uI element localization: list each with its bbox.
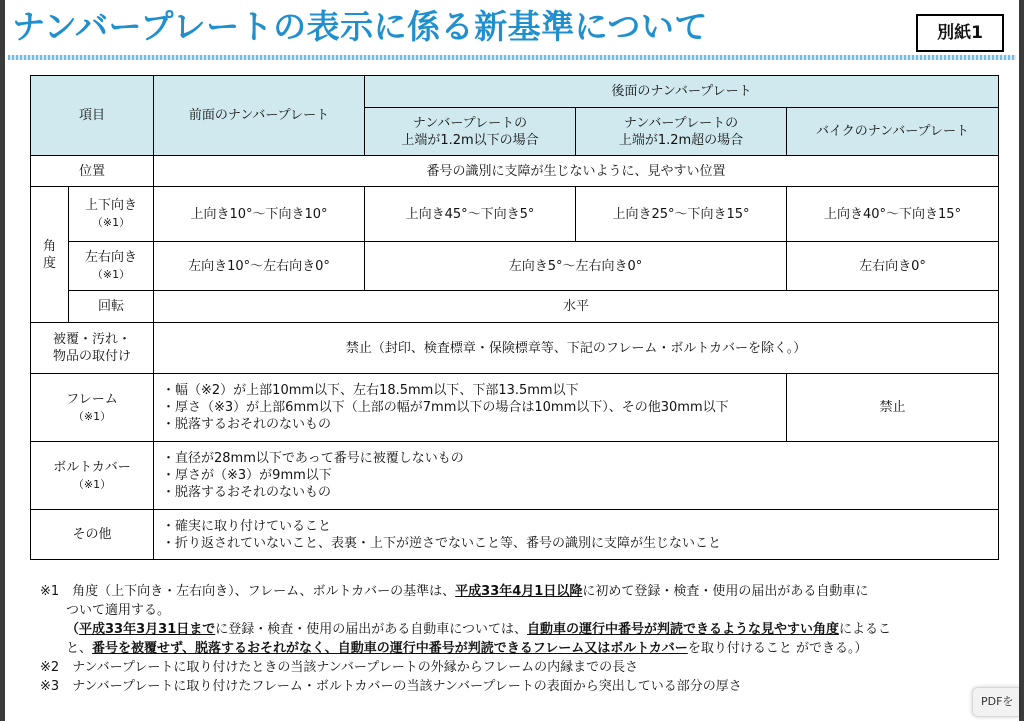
- other-value: [154, 510, 999, 560]
- note-3: ※3 ナンバープレートに取り付けたフレーム・ボルトカバーの当該ナンバープレートの表面から突出している部分の厚さ: [40, 679, 742, 694]
- other-label: その他: [31, 510, 154, 560]
- angle-label-line2: 度: [42, 255, 56, 271]
- bolt-cover-line3: ・脱落するおそれのないもの: [162, 485, 332, 500]
- header-bike-plate: バイクのナンバープレート: [787, 108, 999, 156]
- horizontal-front: 左向き10°～左右向き0°: [154, 242, 365, 291]
- bolt-cover-line2: ・厚さが（※3）が9mm以下: [162, 468, 332, 483]
- header-rear-plate: 後面のナンバープレート: [365, 76, 999, 108]
- rotation-label: 回転: [69, 291, 154, 323]
- other-line2: ・折り返されていないこと、表裏・上下が逆さでないこと等、番号の識別に支障が生じないこと: [162, 535, 722, 551]
- cover-label-line2: 物品の取付け: [53, 349, 132, 364]
- horizontal-rear: 左向き5°～左右向き0°: [365, 242, 787, 291]
- position-value: 番号の識別に支障が生じないように、見やすい位置: [154, 156, 999, 187]
- viewer-right-edge: [1019, 0, 1024, 721]
- rotation-value: 水平: [154, 291, 999, 323]
- header-front-plate: 前面のナンバープレート: [154, 76, 365, 156]
- angle-label-line1: 角: [42, 238, 56, 254]
- bolt-cover-value: [154, 442, 999, 510]
- note-2: ※2 ナンバープレートに取り付けたときの当該ナンバープレートの外縁からフレームの内縁までの長さ: [40, 660, 639, 675]
- note-1-date: 平成33年4月1日以降: [455, 584, 583, 599]
- header-rear-low-line1: ナンバープレートの: [412, 115, 528, 131]
- frame-bike: 禁止: [787, 374, 999, 442]
- attachment-tag: 別紙1: [916, 14, 1004, 52]
- title-underline: [8, 55, 1016, 60]
- page-title: ナンバープレートの表示に係る新基準について: [12, 7, 708, 46]
- header-item: 項目: [31, 76, 154, 156]
- note-1-prefix: ※1 角度（上下向き・左右向き）、フレーム、ボルトカバーの基準は、: [40, 584, 456, 599]
- note-1-old-date: 平成33年3月31日まで: [79, 622, 216, 637]
- vertical-bike: 上向き40°～下向き15°: [787, 187, 999, 242]
- horizontal-bike: 左右向き0°: [787, 242, 999, 291]
- frame-label-text: フレーム: [66, 391, 118, 407]
- vertical-label-text: 上下向き: [85, 198, 138, 213]
- note-1-line4-start: と、: [66, 641, 93, 656]
- note-1-old-text: に登録・検査・使用の届出がある自動車については、: [215, 622, 527, 637]
- frame-value: [154, 374, 787, 442]
- horizontal-label-text: 左右向き: [85, 250, 138, 265]
- angle-label: [31, 187, 69, 323]
- header-rear-high-line1: ナンバープレートの: [623, 115, 739, 131]
- vertical-rear-low: 上向き45°～下向き5°: [365, 187, 576, 242]
- position-label: 位置: [31, 156, 154, 187]
- header-rear-high-line2: 上端が1.2m超の場合: [618, 132, 744, 148]
- note-1-line4: [40, 639, 1000, 658]
- cover-label-line1: 被覆・汚れ・: [53, 332, 132, 347]
- bolt-cover-note: （※1）: [72, 477, 112, 491]
- vertical-rear-high: 上向き25°～下向き15°: [576, 187, 787, 242]
- pdf-side-tab[interactable]: PDFを: [972, 687, 1019, 717]
- note-1-suffix: に初めて登録・検査・使用の届出がある自動車に: [582, 584, 869, 599]
- header-rear-high: [576, 108, 787, 156]
- frame-label: [31, 374, 154, 442]
- note-1-line3-end: によるこ: [839, 622, 892, 637]
- header-rear-low: [365, 108, 576, 156]
- frame-line2: ・厚さ（※3）が上部6mm以下（上部の幅が7mm以下の場合は10mm以下）、その他30mm以下: [162, 400, 729, 415]
- vertical-note: （※1）: [91, 216, 131, 229]
- note-1-visible-angle: 自動車の運行中番号が判読できるような見やすい角度: [527, 622, 840, 637]
- cover-label: [31, 323, 154, 374]
- note-1-line2: ついて適用する。: [40, 603, 171, 618]
- note-1-line1: [40, 582, 1000, 601]
- note-1-frame-condition: 番号を被覆せず、脱落するおそれがなく、自動車の運行中番号が判読できるフレーム又はボルトカバー: [92, 641, 688, 656]
- header-rear-low-line2: 上端が1.2m以下の場合: [401, 132, 539, 148]
- bolt-cover-line1: ・直径が28mm以下であって番号に被覆しないもの: [162, 451, 464, 466]
- note-1-paren-open: （: [66, 622, 80, 637]
- horizontal-label: [69, 242, 154, 291]
- vertical-front: 上向き10°～下向き10°: [154, 187, 365, 242]
- footnotes: [40, 582, 1000, 696]
- frame-line3: ・脱落するおそれのないもの: [162, 417, 332, 432]
- note-1-line3: [40, 620, 1000, 639]
- frame-note: （※1）: [72, 409, 112, 423]
- standards-table: [30, 75, 999, 560]
- note-1-line4-end: を取り付けること ができる。）: [687, 641, 868, 656]
- other-line1: ・確実に取り付けていること: [162, 518, 332, 534]
- cover-value: 禁止（封印、検査標章・保険標章等、下記のフレーム・ボルトカバーを除く。）: [154, 323, 999, 374]
- vertical-label: [69, 187, 154, 242]
- bolt-cover-label: [31, 442, 154, 510]
- viewer-left-edge: [0, 0, 5, 721]
- frame-line1: ・幅（※2）が上部10mm以下、左右18.5mm以下、下部13.5mm以下: [162, 383, 579, 398]
- horizontal-note: （※1）: [91, 268, 131, 281]
- bolt-cover-label-text: ボルトカバー: [53, 459, 131, 475]
